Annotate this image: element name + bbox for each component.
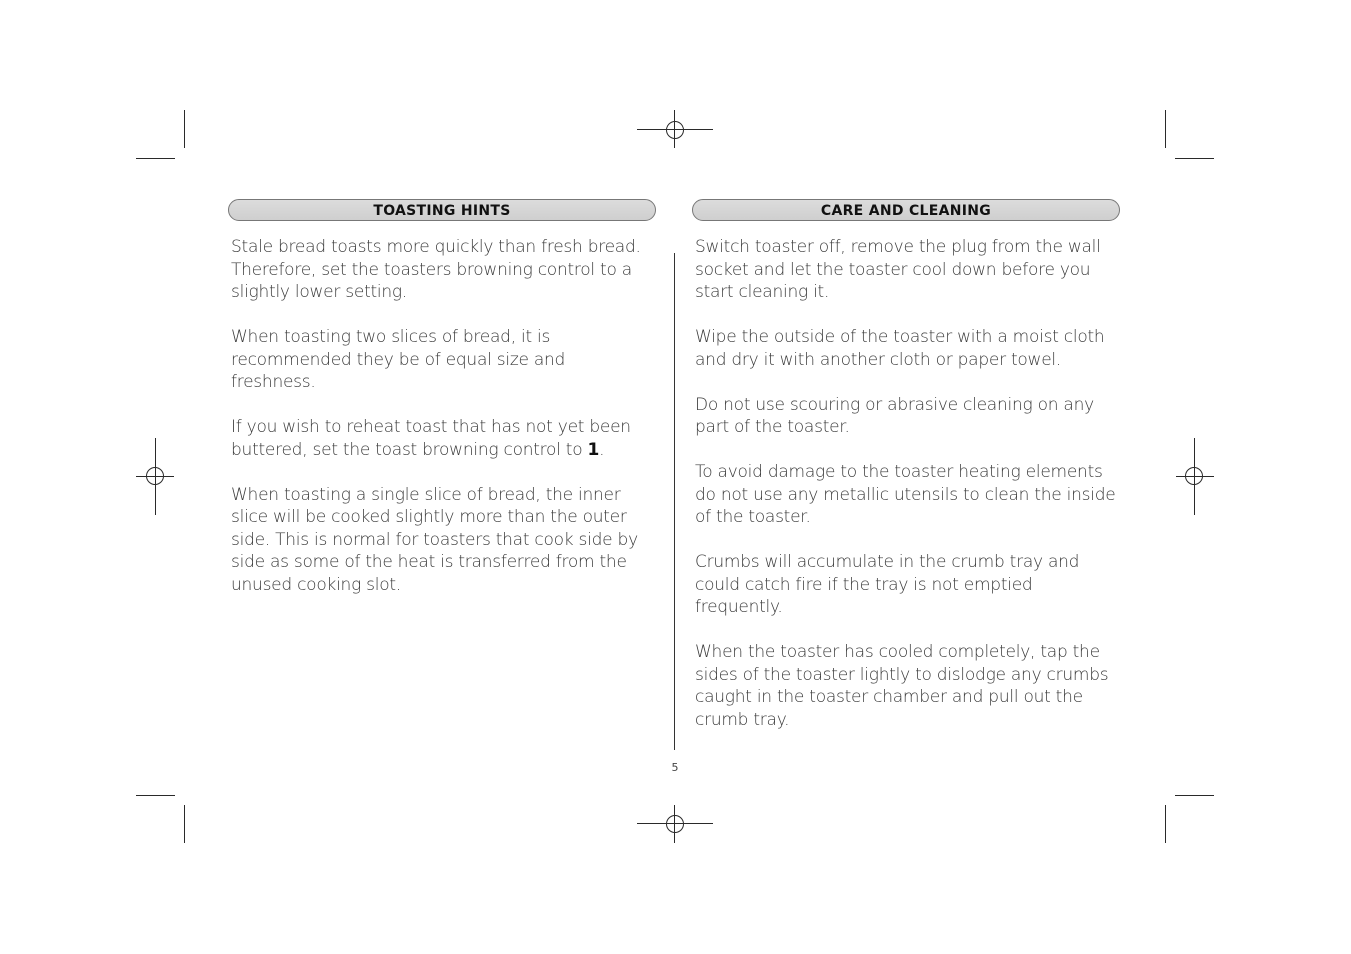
care-and-cleaning-body — [692, 221, 1120, 731]
crop-mark-bottom-left-h — [136, 795, 175, 796]
crop-mark-bottom-left-v — [184, 805, 185, 843]
crop-mark-top-left-v — [184, 110, 185, 148]
paragraph: When toasting a single slice of bread, the inner slice will be cooked slightly more than the outer side. This is normal for toasters that cook side by side as some of the heat is transferred from the unused cooking slot. — [231, 484, 638, 595]
crop-mark-top-right-v — [1165, 110, 1166, 148]
toasting-hints-body — [228, 221, 656, 596]
section-title: CARE AND CLEANING — [692, 199, 1120, 221]
crop-mark-bottom-right-h — [1175, 795, 1214, 796]
browning-setting-value: 1 — [587, 439, 600, 460]
paragraph: To avoid damage to the toaster heating elements do not use any metallic utensils to clean the inside of the toaster. — [695, 462, 1116, 527]
column-divider — [674, 253, 675, 750]
paragraph: Do not use scouring or abrasive cleaning on any part of the toaster. — [695, 394, 1094, 437]
crop-mark-top-left-h — [136, 158, 175, 159]
toasting-hints-section — [228, 199, 656, 619]
paragraph: When toasting two slices of bread, it is recommended they be of equal size and freshness. — [231, 327, 566, 392]
section-title: TOASTING HINTS — [228, 199, 656, 221]
page-number: 5 — [671, 761, 679, 774]
paragraph-text: If you wish to reheat toast that has not yet been buttered, set the toast browning control to — [231, 417, 631, 460]
paragraph: When the toaster has cooled completely, tap the sides of the toaster lightly to dislodge any crumbs caught in the toaster chamber and pull out the crumb tray. — [695, 642, 1109, 730]
care-and-cleaning-section — [692, 199, 1120, 754]
paragraph-end: . — [599, 439, 605, 460]
crop-mark-top-right-h — [1175, 158, 1214, 159]
paragraph: Wipe the outside of the toaster with a moist cloth and dry it with another cloth or paper towel. — [695, 327, 1105, 370]
paragraph: Stale bread toasts more quickly than fresh bread. Therefore, set the toasters browning control to a slightly lower setting. — [231, 237, 641, 302]
paragraph — [231, 416, 653, 461]
crop-mark-bottom-right-v — [1165, 805, 1166, 843]
paragraph: Switch toaster off, remove the plug from the wall socket and let the toaster cool down before you start cleaning it. — [695, 237, 1101, 302]
paragraph: Crumbs will accumulate in the crumb tray and could catch fire if the tray is not emptied frequently. — [695, 552, 1080, 617]
